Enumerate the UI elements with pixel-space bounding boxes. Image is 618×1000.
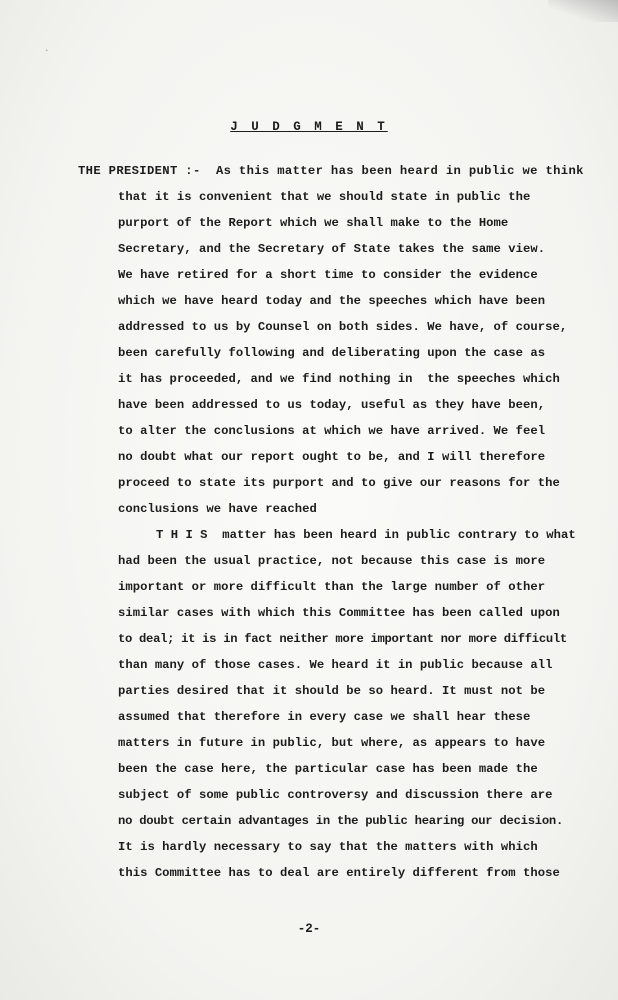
text-line: that it is convenient that we should state in public the	[118, 190, 531, 204]
text-line: It is hardly necessary to say that the matters with which	[118, 840, 538, 854]
text-line: parties desired that it should be so heard. It must not be	[118, 684, 546, 698]
text-line: addressed to us by Counsel on both sides. We have, of course,	[118, 320, 568, 334]
text-line: no doubt certain advantages in the public hearing our decision.	[118, 814, 564, 828]
text-line: to alter the conclusions at which we have arrived. We feel	[118, 424, 546, 438]
text-line: been the case here, the particular case has been made the	[118, 762, 538, 776]
text-line: proceed to state its purport and to give our reasons for the	[118, 476, 560, 490]
text-line: had been the usual practice, not because this case is more	[118, 554, 546, 568]
text-line: Secretary, and the Secretary of State takes the same view.	[118, 242, 546, 256]
text-line: been carefully following and deliberating upon the case as	[118, 346, 546, 360]
text-line: no doubt what our report ought to be, and I will therefore	[118, 450, 546, 464]
scan-smudge	[548, 0, 618, 22]
margin-mark: ˎ	[44, 42, 50, 52]
text-line: We have retired for a short time to consider the evidence	[118, 268, 538, 282]
text-line: subject of some public controversy and discussion there are	[118, 788, 553, 802]
text-line: assumed that therefore in every case we shall hear these	[118, 710, 531, 724]
text-line: than many of those cases. We heard it in public because all	[118, 658, 553, 672]
text-line: important or more difficult than the large number of other	[118, 580, 546, 594]
page-number: -2-	[297, 922, 321, 936]
text-line: to deal; it is in fact neither more important nor more difficult	[118, 632, 567, 646]
text-line: this Committee has to deal are entirely different from those	[118, 866, 560, 880]
text-line: have been addressed to us today, useful as they have been,	[118, 398, 546, 412]
text-line: which we have heard today and the speeches which have been	[118, 294, 546, 308]
text-line: conclusions we have reached	[118, 502, 317, 516]
text-line: purport of the Report which we shall make to the Home	[118, 216, 509, 230]
text-line: matters in future in public, but where, as appears to have	[118, 736, 546, 750]
text-line: THE PRESIDENT :- As this matter has been heard in public we think	[78, 164, 584, 178]
text-line: T H I S matter has been heard in public contrary to what	[156, 528, 576, 542]
document-title: J U D G M E N T	[230, 120, 388, 134]
text-line: similar cases with which this Committee has been called upon	[118, 606, 560, 620]
text-line: it has proceeded, and we find nothing in the speeches which	[118, 372, 560, 386]
